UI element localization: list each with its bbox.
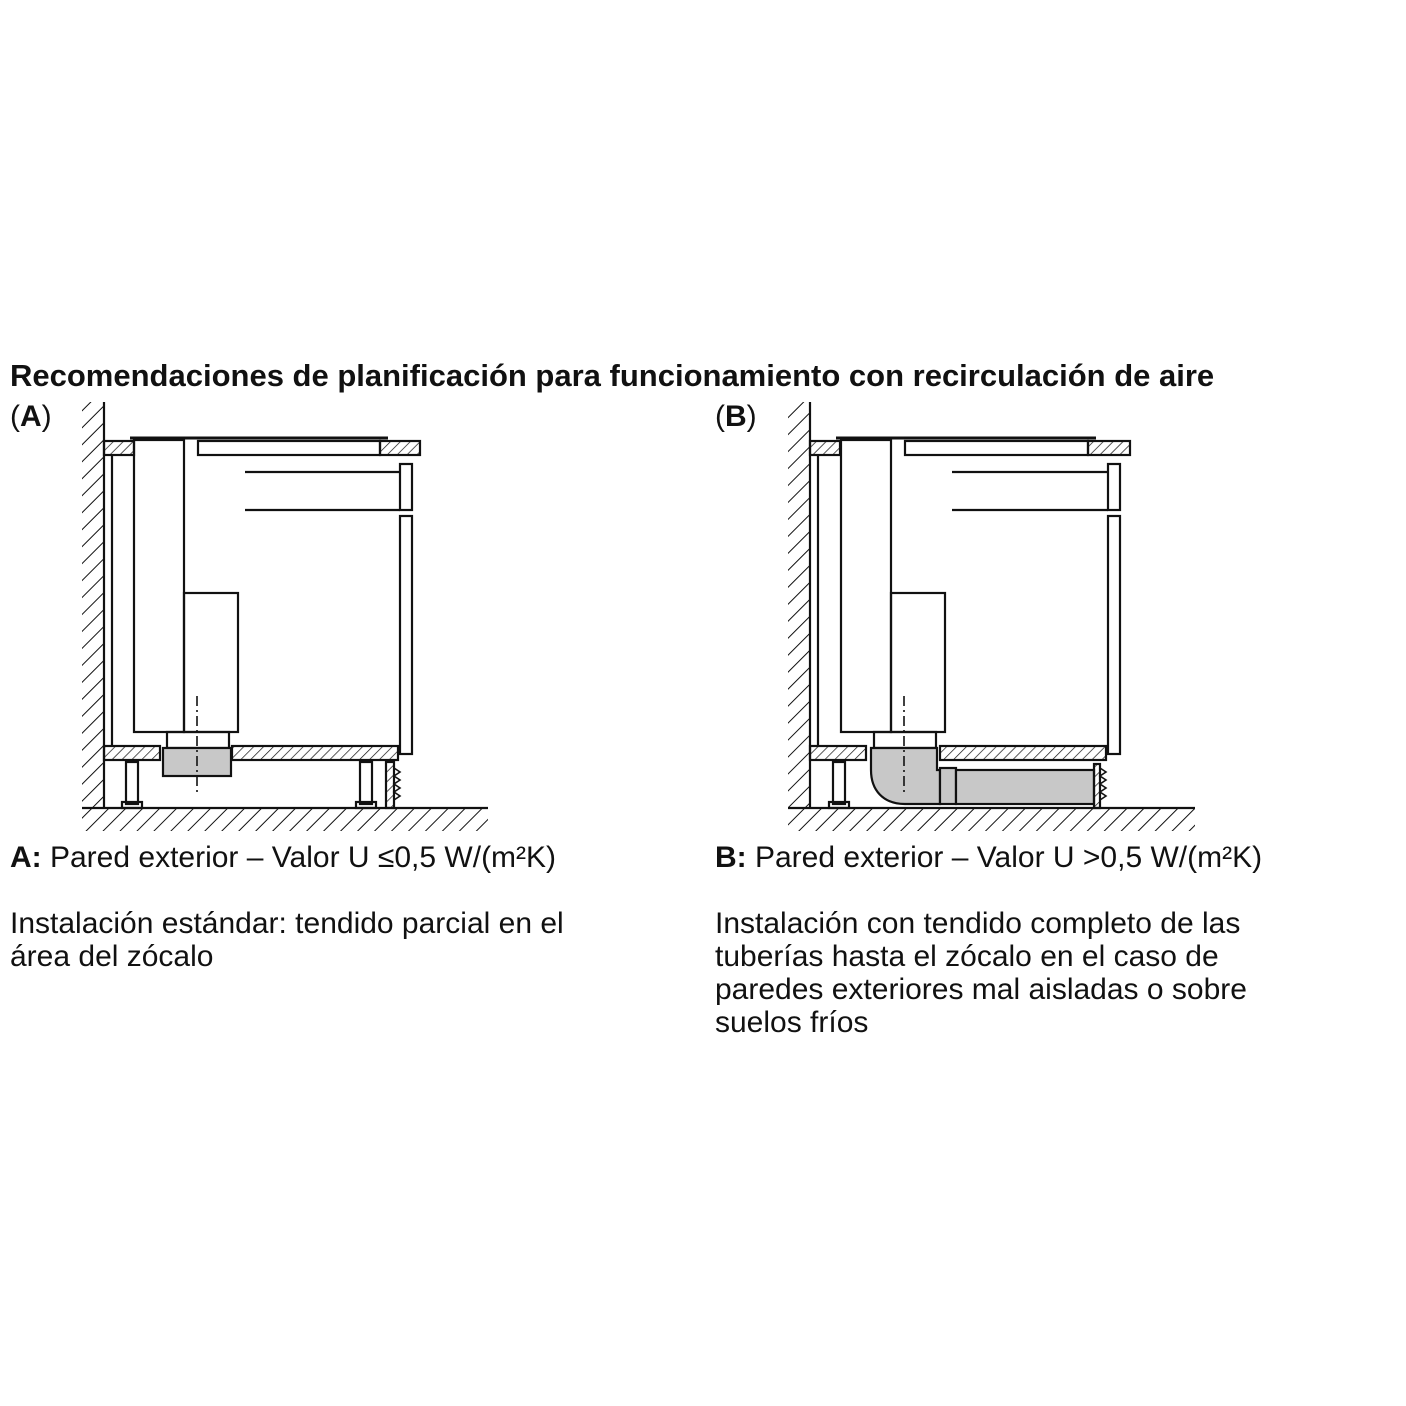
cabinet-bottom-left — [810, 746, 866, 760]
floor-hatch — [82, 809, 488, 831]
countertop-right — [1088, 441, 1130, 455]
panel-a-caption-text: Pared exterior – Valor U ≤0,5 W/(m²K) — [41, 841, 557, 874]
flat-duct — [956, 770, 1094, 804]
panel-b-caption-text: Pared exterior – Valor U >0,5 W/(m²K) — [746, 841, 1263, 874]
panel-b-description-line-4: suelos fríos — [715, 1006, 869, 1039]
front-panel-top — [1108, 464, 1120, 510]
diagram-b — [788, 402, 1195, 831]
panel-a-letter: A — [20, 400, 42, 433]
duct-elbow — [871, 748, 940, 804]
panel-b-description-line-3: paredes exteriores mal aisladas o sobre — [715, 973, 1247, 1006]
leg-left — [126, 762, 138, 804]
front-panel-main — [1108, 516, 1120, 754]
duct-connector — [940, 768, 956, 804]
wall-hatch — [788, 402, 810, 808]
panel-a-caption-letter: A: — [10, 841, 42, 874]
panel-b-label: (B) — [715, 400, 757, 433]
panel-b-caption-letter: B: — [715, 841, 747, 874]
panel-a-description-line-1: Instalación estándar: tendido parcial en el — [10, 907, 564, 940]
hob-top — [198, 441, 380, 455]
panel-b-description-line-1: Instalación con tendido completo de las — [715, 907, 1241, 940]
cabinet-bottom-right — [940, 746, 1106, 760]
plinth — [1094, 764, 1100, 808]
hob-top — [905, 441, 1088, 455]
duct-collar — [167, 732, 229, 748]
downdraft-column — [841, 440, 891, 732]
fan-box — [184, 593, 238, 732]
plinth — [386, 762, 394, 808]
duct-collar — [874, 732, 936, 748]
countertop-left — [104, 441, 134, 455]
panel-b-description-line-2: tuberías hasta el zócalo en el caso de — [715, 940, 1219, 973]
diagram-a — [82, 402, 488, 831]
countertop-left — [810, 441, 840, 455]
panel-a-label: (A) — [10, 400, 52, 433]
page-title: Recomendaciones de planificación para funcionamiento con recirculación de aire — [10, 358, 1215, 393]
fan-box — [891, 593, 945, 732]
cabinet-bottom-right — [232, 746, 398, 760]
cabinet-bottom-left — [104, 746, 160, 760]
leg-left — [833, 762, 845, 804]
panel-a-description-line-2: área del zócalo — [10, 940, 214, 973]
panel-b-letter: B — [725, 400, 747, 433]
downdraft-column — [134, 440, 184, 732]
countertop-right — [380, 441, 420, 455]
leg-right — [360, 762, 372, 804]
wall-hatch — [82, 402, 104, 808]
front-panel-main — [400, 516, 412, 754]
floor-hatch — [788, 809, 1195, 831]
front-panel-top — [400, 464, 412, 510]
